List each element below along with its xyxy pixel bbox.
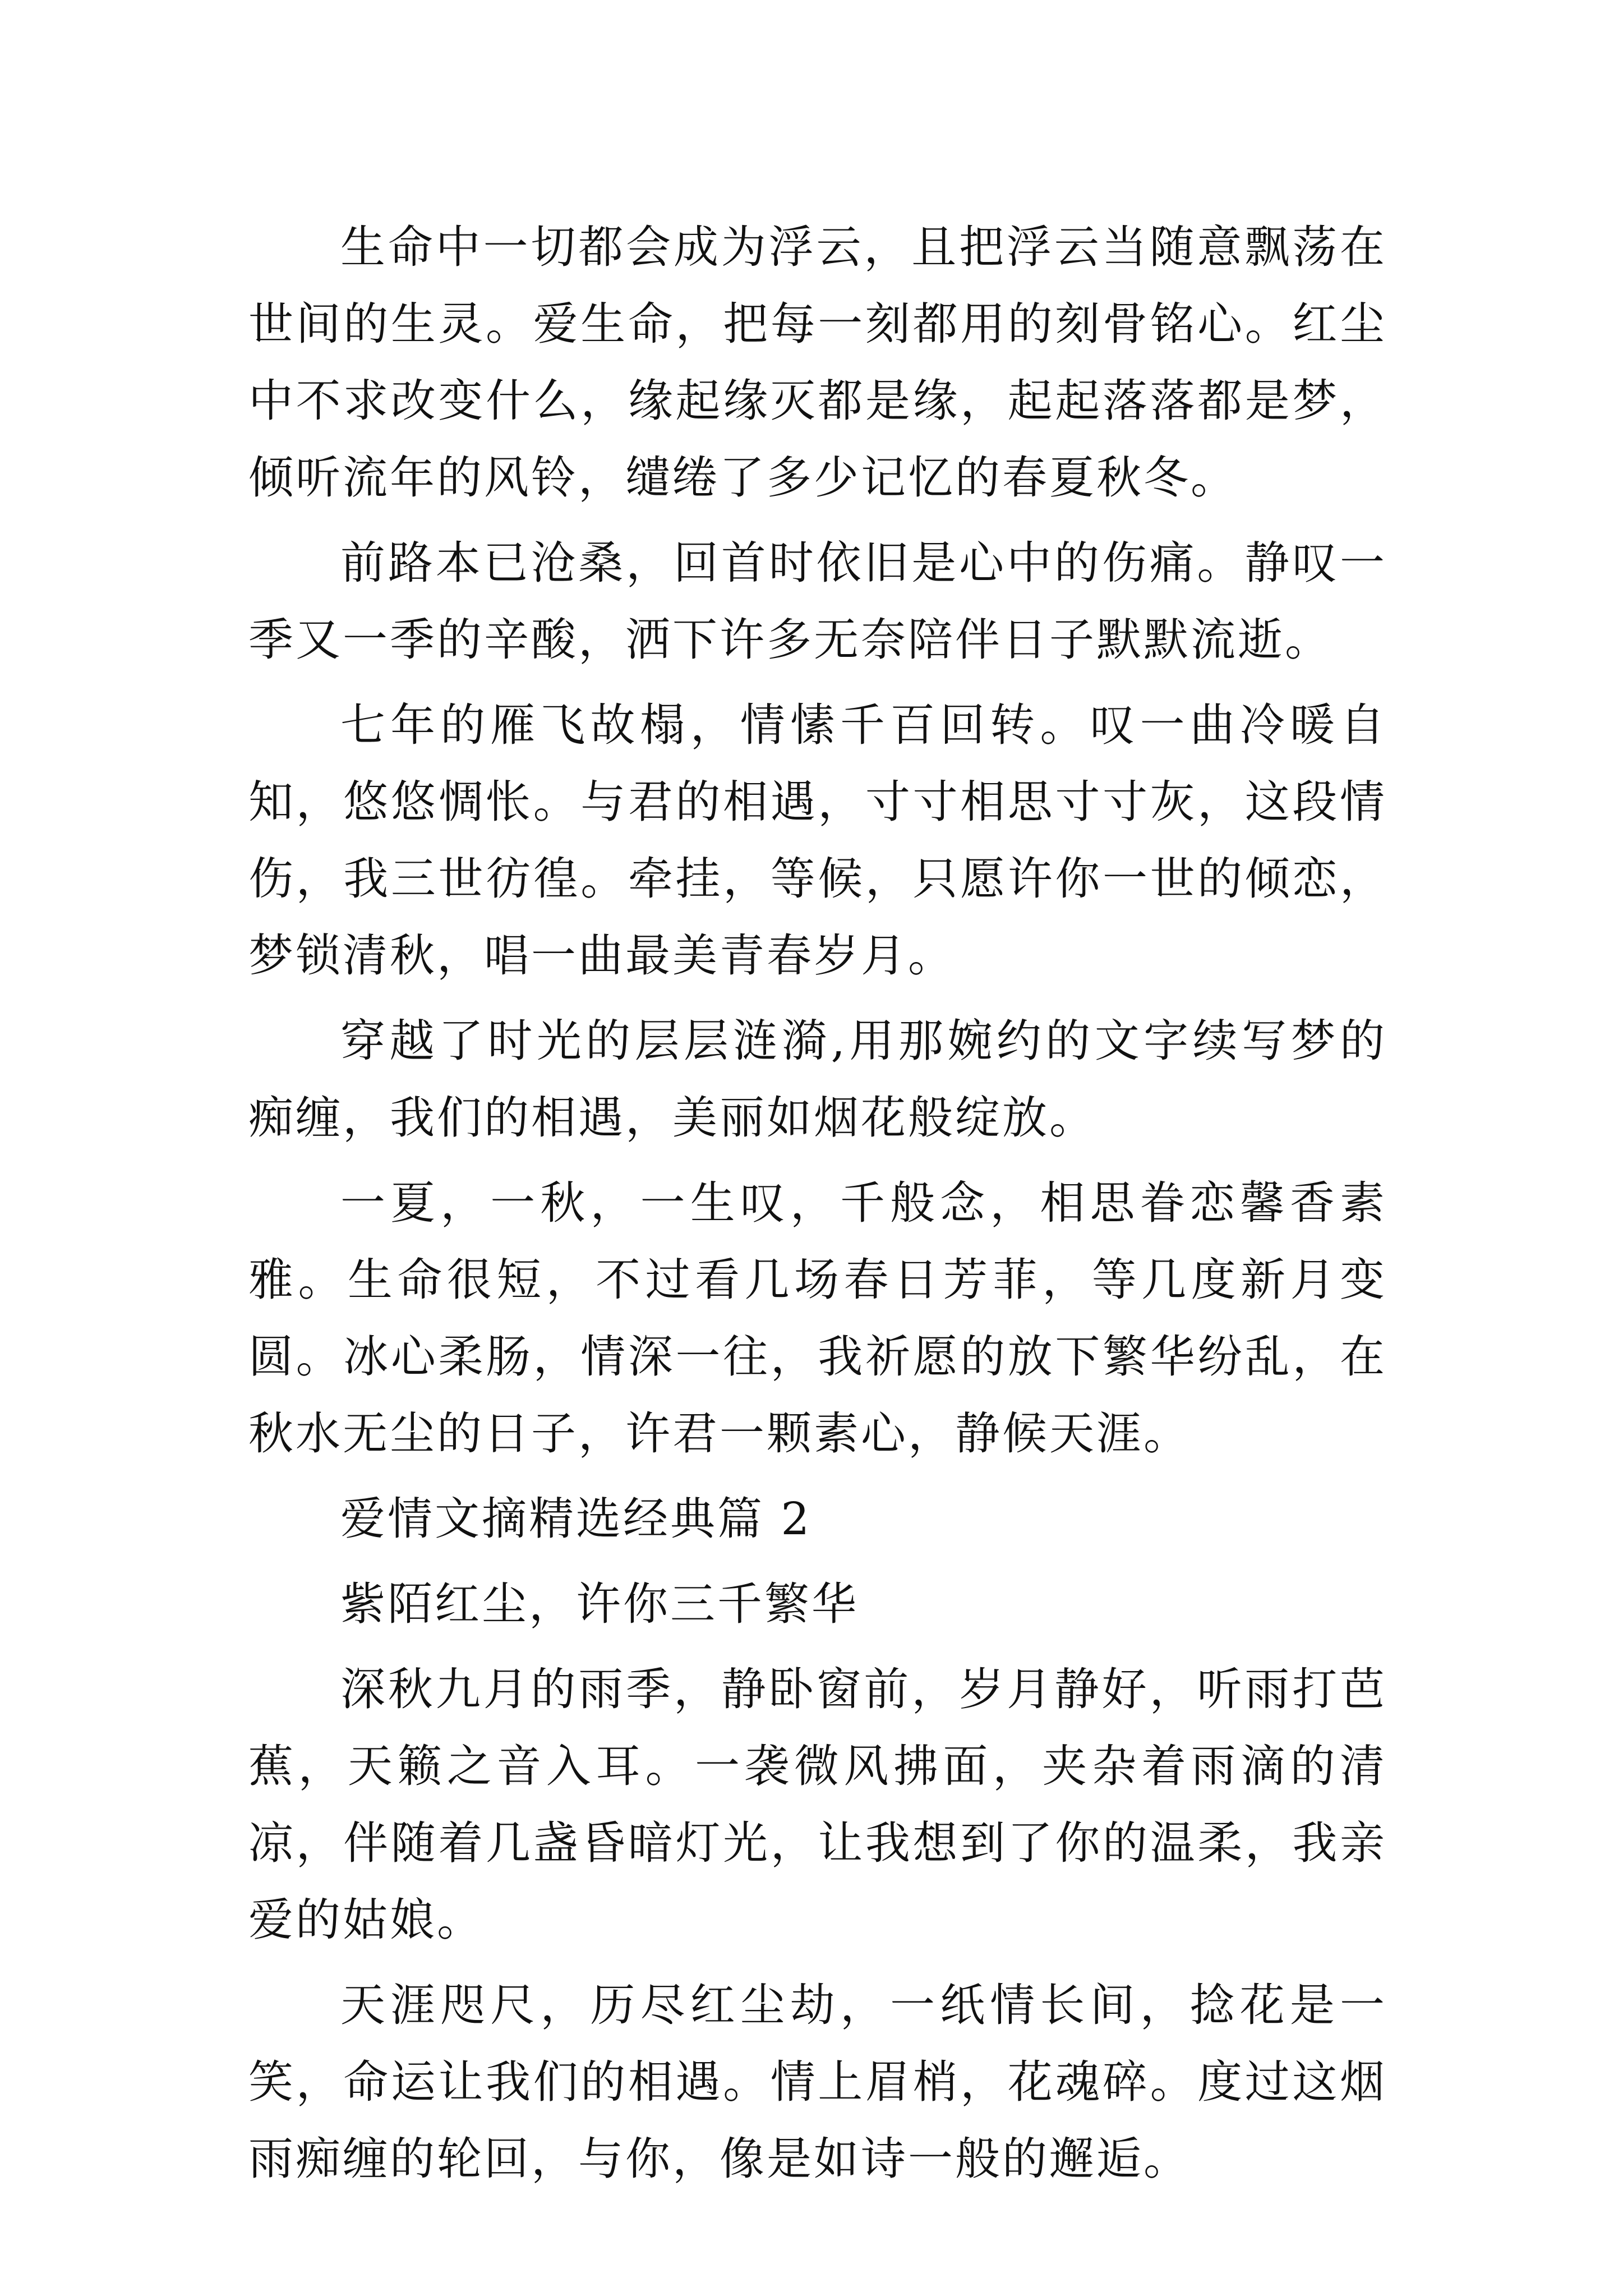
paragraph-7: 天涯咫尺，历尽红尘劫，一纸情长间，捻花是一笑，命运让我们的相遇。情上眉梢，花魂碎。度过这烟雨痴缠的轮回，与你，像是如诗一般的邂逅。	[248, 1979, 1387, 2185]
article-title: 紫陌红尘，许你三千繁华	[340, 1578, 859, 1630]
section-heading: 爱情文摘精选经典篇 2	[340, 1493, 812, 1545]
paragraph-1: 生命中一切都会成为浮云，且把浮云当随意飘荡在世间的生灵。爱生命，把每一刻都用的刻骨铭心。红尘中不求改变什么，缘起缘灭都是缘，起起落落都是梦，倾听流年的风铃，缱绻了多少记忆的春夏秋冬。	[248, 221, 1387, 504]
paragraph-6: 深秋九月的雨季，静卧窗前，岁月静好，听雨打芭蕉，天籁之音入耳。一袭微风拂面，夹杂着雨滴的清凉，伴随着几盏昏暗灯光，让我想到了你的温柔，我亲爱的姑娘。	[248, 1663, 1387, 1946]
paragraph-5: 一夏，一秋，一生叹，千般念，相思眷恋馨香素雅。生命很短，不过看几场春日芳菲，等几度新月变圆。冰心柔肠，情深一往，我祈愿的放下繁华纷乱，在秋水无尘的日子，许君一颗素心，静候天涯。	[248, 1177, 1387, 1460]
paragraph-2: 前路本已沧桑，回首时依旧是心中的伤痛。静叹一季又一季的辛酸，洒下许多无奈陪伴日子默默流逝。	[248, 537, 1387, 666]
paragraph-3: 七年的雁飞故榻，情愫千百回转。叹一曲冷暖自知，悠悠惆怅。与君的相遇，寸寸相思寸寸灰，这段情伤，我三世彷徨。牵挂，等候，只愿许你一世的倾恋，梦锁清秋，唱一曲最美青春岁月。	[248, 699, 1387, 982]
document-body	[248, 209, 1387, 2197]
paragraph-4: 穿越了时光的层层涟漪,用那婉约的文字续写梦的痴缠，我们的相遇，美丽如烟花般绽放。	[248, 1015, 1387, 1144]
